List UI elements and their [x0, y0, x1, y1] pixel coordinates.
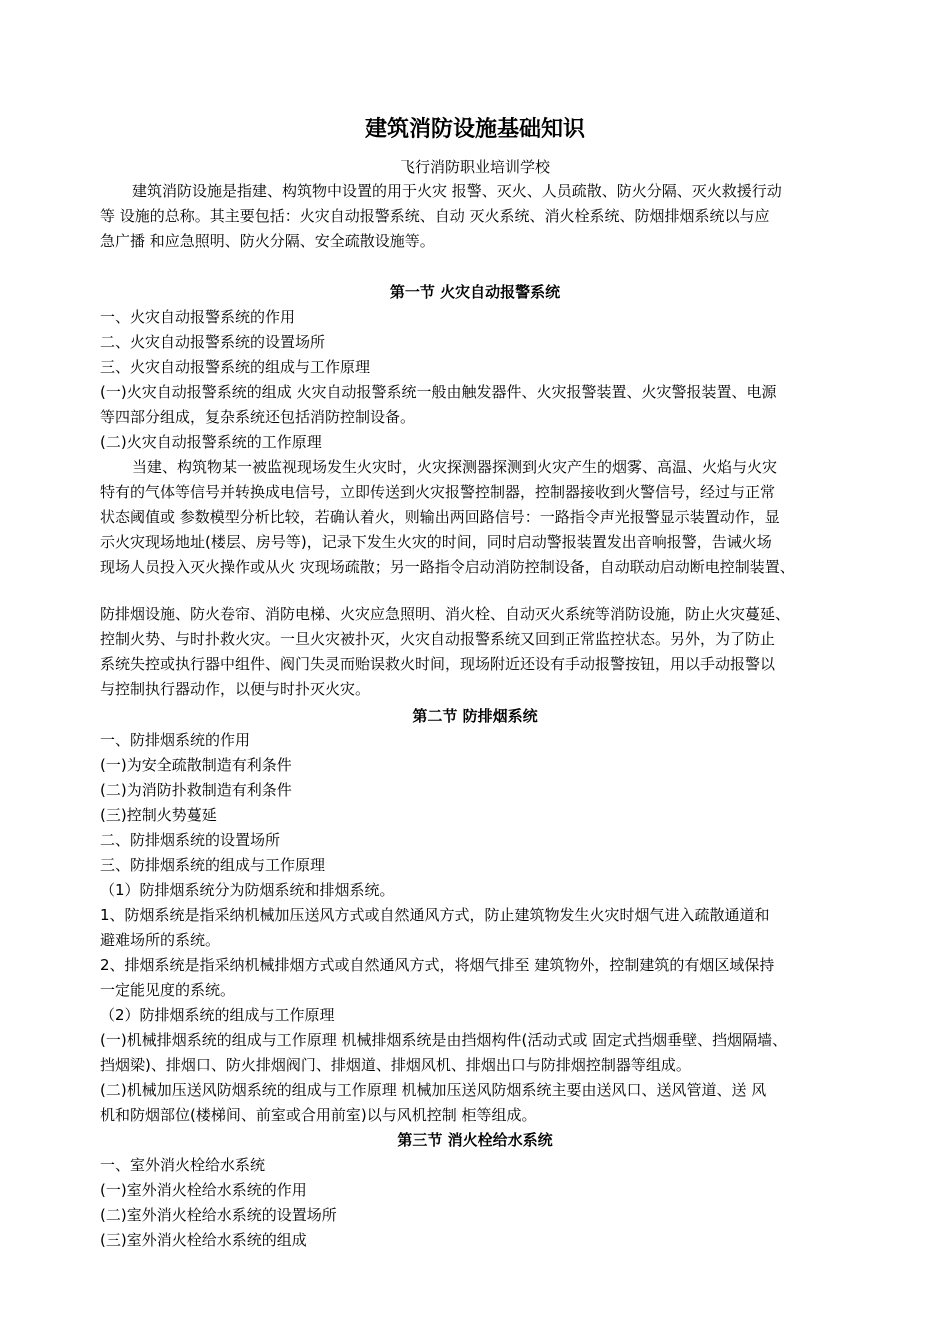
- text-line: 1、防烟系统是指采纳机械加压送风方式或自然通风方式，防止建筑物发生火灾时烟气进入疏散通道和: [100, 906, 770, 924]
- text-line: 防排烟设施、防火卷帘、消防电梯、火灾应急照明、消火栓、自动灭火系统等消防设施，防止火灾蔓延、: [100, 605, 791, 623]
- text-line: 挡烟梁)、排烟口、防火排烟阀门、排烟道、排烟风机、排烟出口与防排烟控制器等组成。: [100, 1056, 691, 1074]
- text-line: 二、火灾自动报警系统的设置场所: [100, 333, 326, 351]
- text-line: 2、排烟系统是指采纳机械排烟方式或自然通风方式，将烟气排至 建筑物外，控制建筑的有烟区域保持: [100, 956, 775, 974]
- text-line: 一、火灾自动报警系统的作用: [100, 308, 296, 326]
- text-line: (一)机械排烟系统的组成与工作原理 机械排烟系统是由挡烟构件(活动式或 固定式挡烟垂壁、挡烟隔墙、: [100, 1031, 788, 1049]
- text-line: 当建、构筑物某一被监视现场发生火灾时，火灾探测器探测到火灾产生的烟雾、高温、火焰与火灾: [132, 458, 778, 476]
- text-line: (三)控制火势蔓延: [100, 806, 217, 824]
- intro-line: 建筑消防设施是指建、构筑物中设置的用于火灾 报警、灭火、人员疏散、防火分隔、灭火救援行动: [132, 182, 782, 200]
- text-line: 一、室外消火栓给水系统: [100, 1156, 266, 1174]
- text-line: 特有的气体等信号并转换成电信号，立即传送到火灾报警控制器，控制器接收到火警信号，经过与正常: [100, 483, 776, 501]
- text-line: (二)火灾自动报警系统的工作原理: [100, 433, 322, 451]
- text-line: 避难场所的系统。: [100, 931, 221, 949]
- text-line: 机和防烟部位(楼梯间、前室或合用前室)以与风机控制 柜等组成。: [100, 1106, 537, 1124]
- text-line: 二、防排烟系统的设置场所: [100, 831, 281, 849]
- intro-line: 等 设施的总称。其主要包括：火灾自动报警系统、自动 灭火系统、消火栓系统、防烟排烟系统以与应: [100, 207, 770, 225]
- text-line: （2）防排烟系统的组成与工作原理: [100, 1006, 335, 1024]
- text-line: (二)室外消火栓给水系统的设置场所: [100, 1206, 337, 1224]
- text-line: 三、防排烟系统的组成与工作原理: [100, 856, 326, 874]
- text-line: 一定能见度的系统。: [100, 981, 236, 999]
- text-line: （1）防排烟系统分为防烟系统和排烟系统。: [100, 881, 395, 899]
- text-line: 现场人员投入灭火操作或从火 灾现场疏散；另一路指令启动消防控制设备，自动联动启动断电控制装置、: [100, 558, 795, 576]
- document-title: 建筑消防设施基础知识: [364, 117, 585, 142]
- document-subtitle: 飞行消防职业培训学校: [399, 158, 550, 176]
- text-line: 与控制执行器动作，以便与时扑灭火灾。: [100, 680, 371, 698]
- text-line: 等四部分组成，复杂系统还包括消防控制设备。: [100, 408, 416, 426]
- section-heading: 第二节 防排烟系统: [412, 707, 538, 725]
- intro-line: 急广播 和应急照明、防火分隔、安全疏散设施等。: [100, 232, 435, 250]
- text-line: (三)室外消火栓给水系统的组成: [100, 1231, 307, 1249]
- text-line: 控制火势、与时扑救火灾。一旦火灾被扑灭，火灾自动报警系统又回到正常监控状态。另外，为了防止: [100, 630, 776, 648]
- text-line: 状态阈值或 参数模型分析比较，若确认着火，则输出两回路信号：一路指令声光报警显示装置动作，显: [100, 508, 780, 526]
- text-line: (二)为消防扑救制造有利条件: [100, 781, 292, 799]
- text-line: 示火灾现场地址(楼层、房号等)，记录下发生火灾的时间，同时启动警报装置发出音响报警，告诫火场: [100, 533, 772, 551]
- text-line: (二)机械加压送风防烟系统的组成与工作原理 机械加压送风防烟系统主要由送风口、送风管道、送 风: [100, 1081, 767, 1099]
- text-line: 系统失控或执行器中组件、阀门失灵而贻误救火时间，现场附近还设有手动报警按钮，用以手动报警以: [100, 655, 776, 673]
- text-line: (一)为安全疏散制造有利条件: [100, 756, 292, 774]
- text-line: (一)室外消火栓给水系统的作用: [100, 1181, 307, 1199]
- text-line: 三、火灾自动报警系统的组成与工作原理: [100, 358, 371, 376]
- text-line: 一、防排烟系统的作用: [100, 731, 251, 749]
- section-heading: 第一节 火灾自动报警系统: [389, 283, 561, 301]
- section-heading: 第三节 消火栓给水系统: [397, 1131, 553, 1149]
- text-line: (一)火灾自动报警系统的组成 火灾自动报警系统一般由触发器件、火灾报警装置、火灾警报装置、电源: [100, 383, 777, 401]
